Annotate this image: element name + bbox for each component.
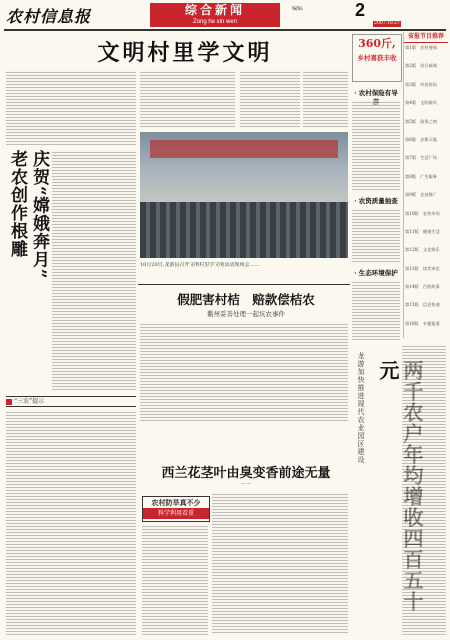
sidebar-item: 第5版 政务之窗 (405, 118, 437, 124)
rural-insurance-body (352, 100, 400, 192)
page-number: 2 (355, 0, 366, 20)
three-rural-column-label: “三农”提示 (6, 396, 136, 407)
drought-box-subtitle: 科学利用看重 (143, 508, 209, 519)
sidebar-item: 第6版 法律天地 (405, 136, 437, 142)
article-body-col4 (303, 70, 348, 128)
eco-farming-subhead: · 生态环境保护 (354, 269, 398, 277)
sidebar-item: 第12版 文化娱乐 (405, 247, 440, 253)
root-carving-headline: 老农创作根雕 (7, 150, 27, 258)
sidebar-item: 第8版 广告服务 (405, 173, 437, 179)
photo-caption: 10月20日,龙游县召开文明村里学文明活动现场会…… (140, 262, 260, 268)
harvest-promo-line1: 360斤, (358, 37, 396, 50)
article-body-lead (6, 70, 136, 145)
broccoli-headline: 西兰花茎叶由臭变香前途无量 (161, 466, 331, 481)
root-carving-body (52, 150, 136, 390)
program-sidebar (403, 32, 448, 338)
sidebar-item: 第9版 农技推广 (405, 192, 437, 198)
section-pinyin: Zong he xin wen (192, 19, 238, 25)
sidebar-list (404, 43, 448, 341)
broccoli-body-left (142, 524, 208, 635)
page-meta: 编辑: (292, 6, 304, 12)
root-carving-subheadline: 庆贺“嫦娥奔月” (29, 150, 49, 280)
article-body-col2 (140, 70, 235, 128)
masthead-rule (4, 29, 446, 31)
harvest-promo-box (352, 34, 402, 82)
three-rural-column-body (6, 410, 136, 635)
fake-fertilizer-body (140, 322, 348, 422)
drought-box-title: 农村防旱真不少 (151, 498, 201, 507)
masthead-logo: 农村信息报 (6, 7, 92, 26)
sidebar-item: 第11版 健康生活 (405, 228, 440, 234)
ag-promotion-body (352, 208, 400, 264)
sidebar-item: 第4版 文明新风 (405, 100, 437, 106)
main-headline: 文明村里学文明 (97, 40, 273, 66)
sidebar-item: 第14版 百姓故事 (405, 284, 440, 290)
fake-fertilizer-headline: 假肥害村桔 赔款偿桔农 (177, 292, 315, 307)
sidebar-item: 第16版 专题报道 (405, 320, 440, 326)
ag-promotion-subhead: · 农资质量抽查 (354, 197, 398, 205)
section-divider-1 (138, 284, 350, 285)
sidebar-item: 第10版 农资市场 (405, 210, 440, 216)
drought-box (142, 496, 210, 522)
date-badge: 2007.10.27 (374, 21, 400, 26)
meeting-photo (140, 132, 348, 258)
sidebar-item: 第3版 经济资讯 (405, 81, 437, 87)
sidebar-item: 第15版 信息快递 (405, 302, 440, 308)
sidebar-item: 第7版 生活广场 (405, 155, 437, 161)
harvest-promo-line2: 乡村喜获丰收 (357, 54, 397, 62)
fake-fertilizer-subheadline: 衢州妥善处理一起坑农事件 (207, 310, 285, 318)
eco-farming-body (352, 280, 400, 340)
section-banner (150, 3, 280, 27)
sidebar-item: 第2版 综合新闻 (405, 63, 437, 69)
income-increase-body (402, 344, 446, 635)
income-increase-subheadline: 龙游加快推进现代农业园区建设 (357, 352, 365, 464)
rural-insurance-subhead: · 农村保险有导 (354, 89, 398, 97)
sidebar-title: 省报节目推荐 (404, 32, 448, 43)
income-increase-headline: 元 (376, 360, 400, 381)
broccoli-byline: — — (240, 482, 252, 487)
article-body-col3 (240, 70, 300, 128)
sidebar-item: 第13版 读者来信 (405, 265, 440, 271)
sidebar-item: 第1版 农村要闻 (405, 45, 437, 50)
section-title: 综合新闻 (184, 3, 245, 17)
broccoli-body-right (212, 492, 348, 635)
